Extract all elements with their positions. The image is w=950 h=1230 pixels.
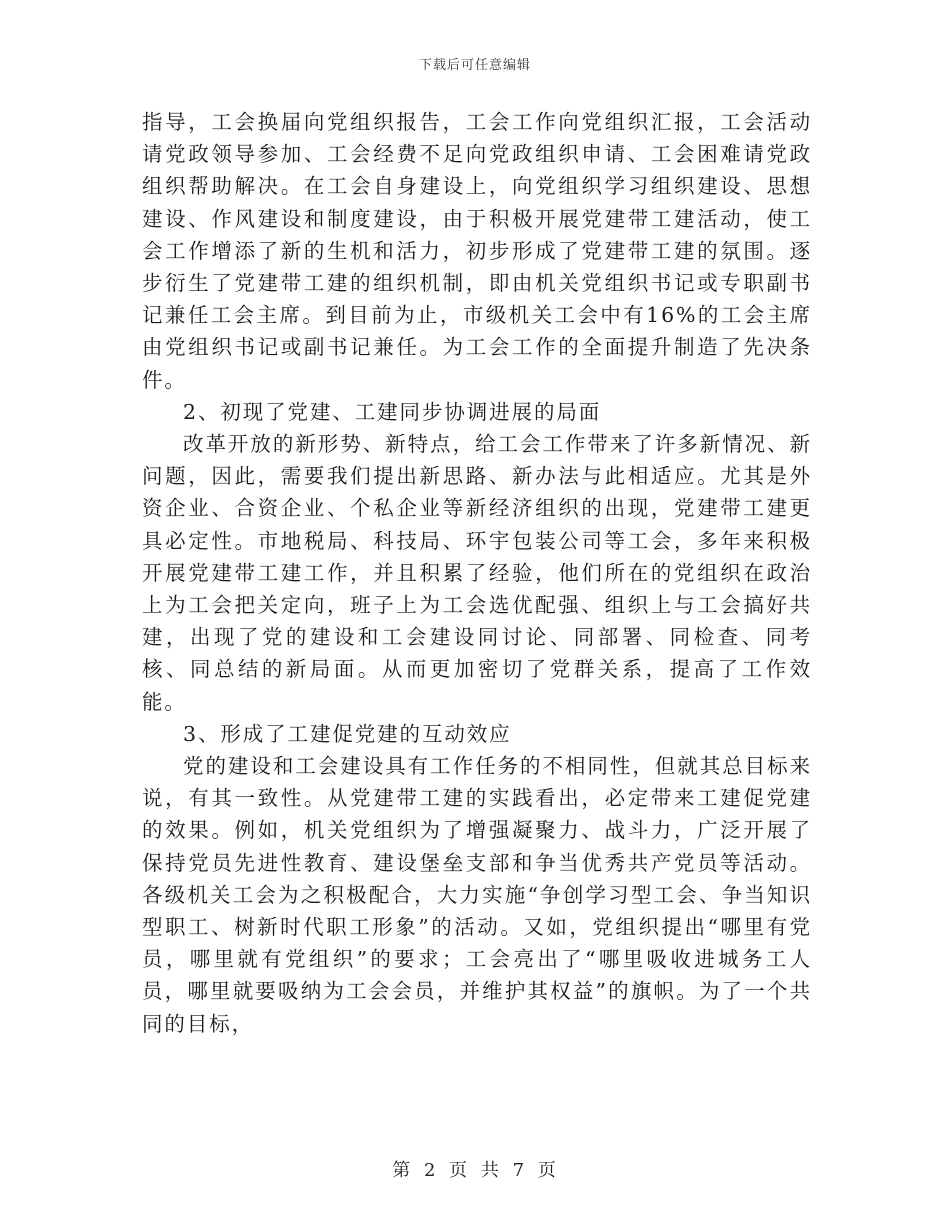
- paragraph-continuation: 指导，工会换届向党组织报告，工会工作向党组织汇报，工会活动请党政领导参加、工会经费不足向党政组织申请、工会困难请党政组织帮助解决。在工会自身建设上，向党组织学习组织建设、思想建设、作风建设和制度建设，由于积极开展党建带工建活动，使工会工作增添了新的生机和活力，初步形成了党建带工建的氛围。逐步衍生了党建带工建的组织机制，即由机关党组织书记或专职副书记兼任工会主席。到目前为止，市级机关工会中有16%的工会主席由党组织书记或副书记兼任。为工会工作的全面提升制造了先决条件。: [142, 110, 812, 392]
- paragraph-reform: 改革开放的新形势、新特点，给工会工作带来了许多新情况、新问题，因此，需要我们提出新思路、新办法与此相适应。尤其是外资企业、合资企业、个私企业等新经济组织的出现，党建带工建更具必定性。市地税局、科技局、环宇包装公司等工会，多年来积极开展党建带工建工作，并且积累了经验，他们所在的党组织在政治上为工会把关定向，班子上为工会选优配强、组织上与工会搞好共建，出现了党的建设和工会建设同讨论、同部署、同检查、同考核、同总结的新局面。从而更加密切了党群关系，提高了工作效能。: [142, 432, 812, 714]
- section-heading-3: 3、形成了工建促党建的互动效应: [183, 721, 512, 746]
- document-body: [142, 106, 812, 1040]
- section-heading-2: 2、初现了党建、工建同步协调进展的局面: [183, 399, 602, 424]
- page-number: 第 2 页 共 7 页: [392, 1160, 558, 1181]
- paragraph-interaction: 党的建设和工会建设具有工作任务的不相同性，但就其总目标来说，有其一致性。从党建带工建的实践看出，必定带来工建促党建的效果。例如，机关党组织为了增强凝聚力、战斗力，广泛开展了保持党员先进性教育、建设堡垒支部和争当优秀共产党员等活动。各级机关工会为之积极配合，大力实施“争创学习型工会、争当知识型职工、树新时代职工形象”的活动。又如，党组织提出“哪里有党员，哪里就有党组织”的要求；工会亮出了“哪里吸收进城务工人员，哪里就要吸纳为工会会员，并维护其权益”的旗帜。为了一个共同的目标，: [142, 754, 812, 1036]
- page-header-note: 下载后可任意编辑: [418, 58, 531, 73]
